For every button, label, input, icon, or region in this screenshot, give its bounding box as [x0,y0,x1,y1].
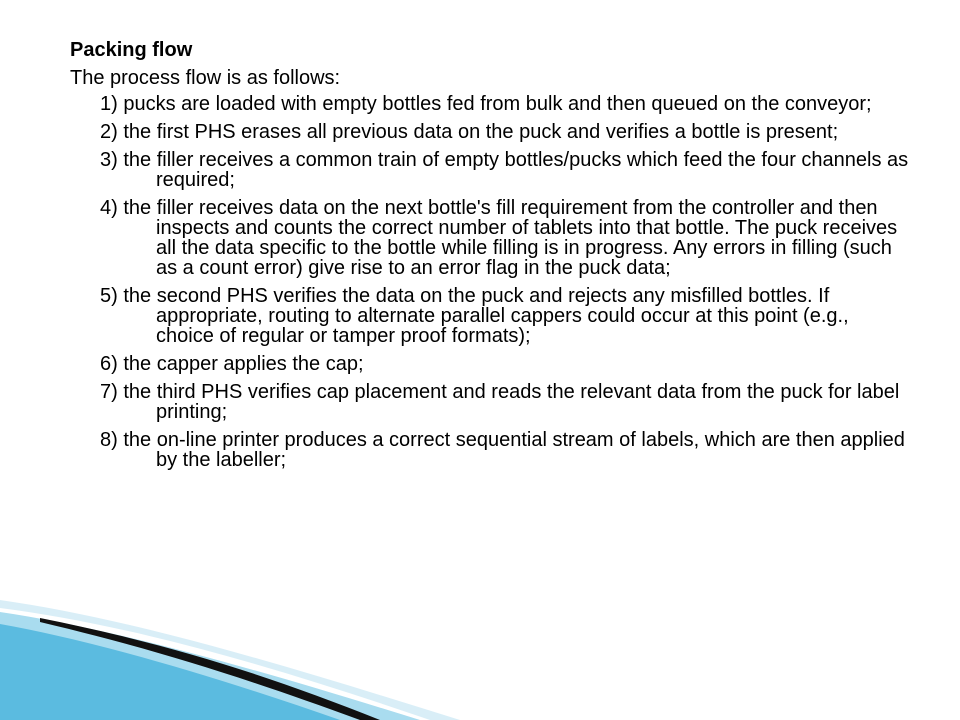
slide-title: Packing flow [70,39,193,61]
slide-content [70,38,910,478]
process-step-5: 5) the second PHS verifies the data on the puck and rejects any misfilled bottles. If appropriate, routing to alternate parallel cappers could occur at this point (e.g., choice of regular or tamper proof formats); [100,285,849,347]
decorative-wave-graphic [0,560,960,720]
process-step-8: 8) the on-line printer produces a correct sequential stream of labels, which are then applied by the labeller; [100,429,905,471]
intro-text: The process flow is as follows: [70,67,341,89]
process-step-list [70,94,910,470]
process-step-3: 3) the filler receives a common train of empty bottles/pucks which feed the four channels as required; [100,149,909,191]
process-step-2: 2) the first PHS erases all previous data on the puck and verifies a bottle is present; [100,121,839,143]
process-step-1: 1) pucks are loaded with empty bottles fed from bulk and then queued on the conveyor; [100,93,872,115]
process-step-6: 6) the capper applies the cap; [100,353,364,375]
process-step-7: 7) the third PHS verifies cap placement and reads the relevant data from the puck for label printing; [100,381,900,423]
process-step-4: 4) the filler receives data on the next bottle's fill requirement from the controller and then inspects and counts the correct number of tablets into that bottle. The puck receives all the data specific to the bottle while filling is in progress. Any errors in filling (such as a count error) give rise to an error flag in the puck data; [100,197,898,279]
